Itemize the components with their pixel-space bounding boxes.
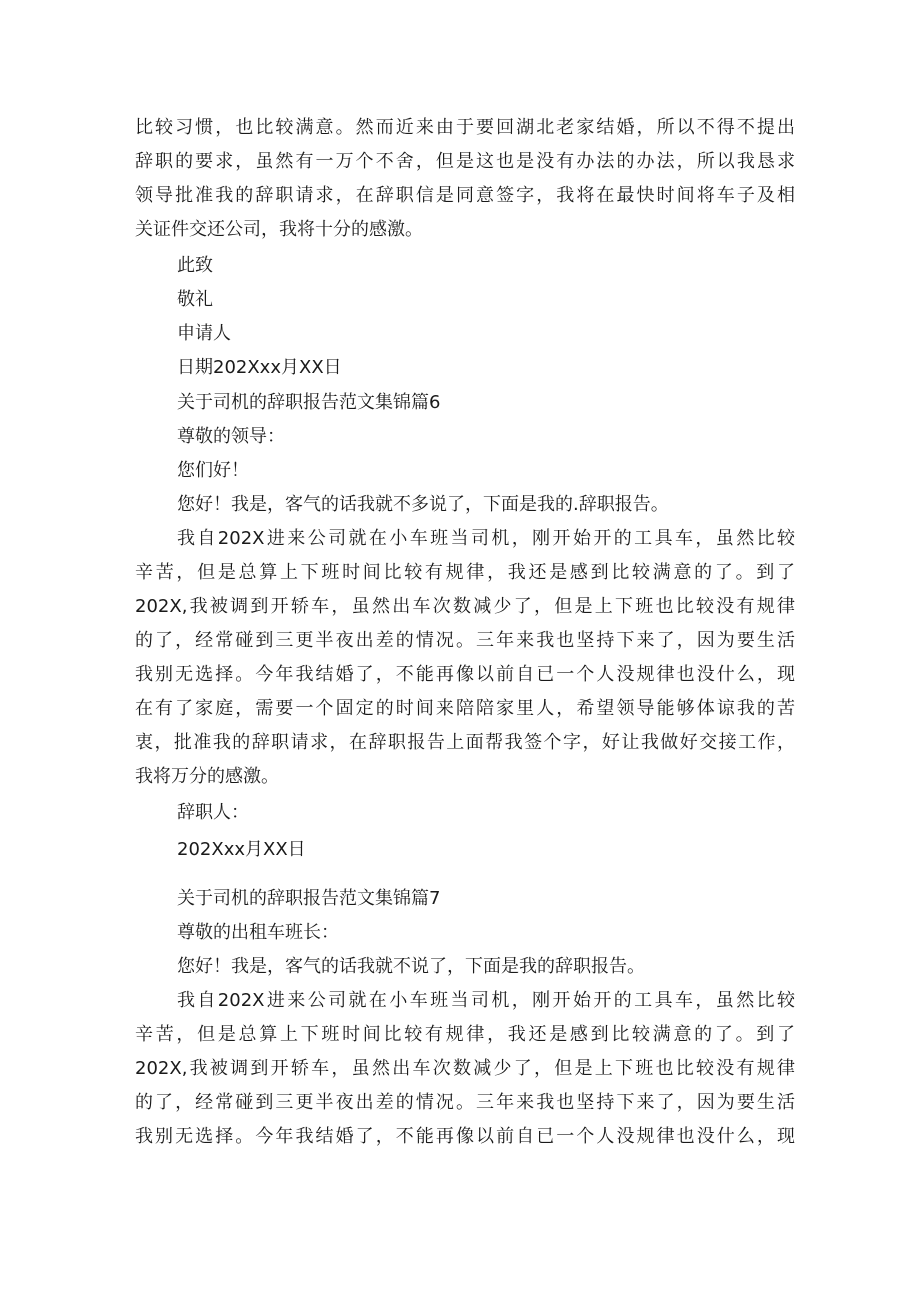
section-heading: 关于司机的辞职报告范文集锦篇6 (177, 392, 441, 413)
greeting-line: 您好！我是，客气的话我就不多说了，下面是我的.辞职报告。 (177, 494, 669, 515)
section-heading: 关于司机的辞职报告范文集锦篇7 (177, 888, 441, 909)
paragraph-line: 我别无选择。今年我结婚了，不能再像以前自已一个人没规律也没什么，现 (135, 664, 795, 685)
paragraph-line: 202X,我被调到开轿车，虽然出车次数减少了，但是上下班也比较没有规律 (135, 1058, 795, 1079)
paragraph-line: 衷，批准我的辞职请求，在辞职报告上面帮我签个字，好让我做好交接工作， (135, 732, 795, 753)
paragraph-line: 在有了家庭，需要一个固定的时间来陪陪家里人，希望领导能够体谅我的苦 (135, 698, 795, 719)
paragraph-line: 辛苦，但是总算上下班时间比较有规律，我还是感到比较满意的了。到了 (135, 562, 795, 583)
paragraph-line: 的了，经常碰到三更半夜出差的情况。三年来我也坚持下来了，因为要生活 (135, 1092, 795, 1113)
paragraph-line: 比较习惯，也比较满意。然而近来由于要回湖北老家结婚，所以不得不提出 (135, 117, 795, 138)
paragraph-line: 关证件交还公司，我将十分的感激。 (135, 219, 423, 240)
paragraph-line: 辛苦，但是总算上下班时间比较有规律，我还是感到比较满意的了。到了 (135, 1024, 795, 1045)
paragraph-line: 领导批准我的辞职请求，在辞职信是同意签字，我将在最快时间将车子及相 (135, 185, 795, 206)
paragraph-line: 我别无选择。今年我结婚了，不能再像以前自已一个人没规律也没什么，现 (135, 1126, 795, 1147)
paragraph-line: 我自202X进来公司就在小车班当司机，刚开始开的工具车，虽然比较 (177, 528, 795, 549)
paragraph-line: 我将万分的感激。 (135, 766, 279, 787)
closing-line: 敬礼 (177, 289, 213, 310)
salutation: 尊敬的出租车班长： (177, 922, 339, 943)
date-line: 202Xxx月XX日 (177, 839, 306, 860)
paragraph-line: 我自202X进来公司就在小车班当司机，刚开始开的工具车，虽然比较 (177, 990, 795, 1011)
salutation: 尊敬的领导： (177, 426, 285, 447)
paragraph-line: 的了，经常碰到三更半夜出差的情况。三年来我也坚持下来了，因为要生活 (135, 630, 795, 651)
resigner-label: 辞职人： (177, 802, 249, 823)
greeting-line: 您好！我是，客气的话我就不说了，下面是我的辞职报告。 (177, 956, 645, 977)
greeting-line: 您们好！ (177, 460, 249, 481)
applicant-label: 申请人 (177, 323, 231, 344)
date-line: 日期202Xxx月XX日 (177, 357, 342, 378)
closing-line: 此致 (177, 255, 213, 276)
paragraph-line: 辞职的要求，虽然有一万个不舍，但是这也是没有办法的办法，所以我恳求 (135, 151, 795, 172)
paragraph-line: 202X,我被调到开轿车，虽然出车次数减少了，但是上下班也比较没有规律 (135, 596, 795, 617)
